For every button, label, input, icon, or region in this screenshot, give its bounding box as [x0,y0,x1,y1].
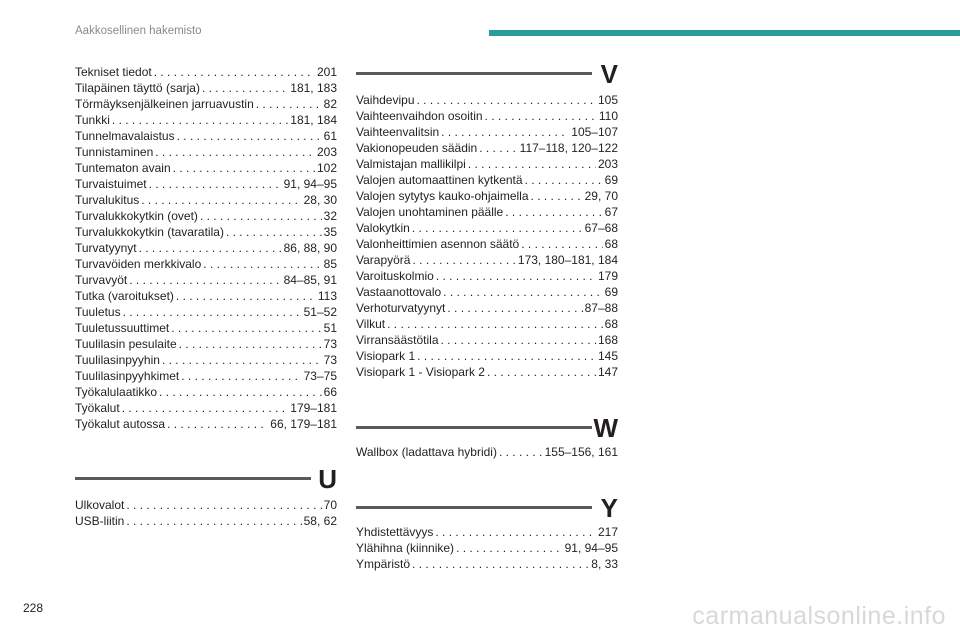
index-term: Turvaistuimet [75,177,147,191]
index-page-refs: 73 [323,353,337,367]
dot-leader [177,128,322,144]
index-entry [75,416,337,432]
index-page-refs: 179–181 [290,401,337,415]
index-page-refs: 28, 30 [303,193,337,207]
dot-leader [203,256,321,272]
section-rule [356,72,592,75]
section-heading-u [75,466,337,498]
section-rule [356,426,592,429]
index-page-refs: 69 [604,173,618,187]
index-page-refs: 70 [323,498,337,512]
dot-leader [485,108,597,124]
index-page-refs: 113 [317,289,337,303]
index-page-refs: 105 [597,93,618,107]
dot-leader [181,368,301,384]
dot-leader [112,112,288,128]
index-entry [75,400,337,416]
dot-leader [456,540,563,556]
index-page-refs: 73 [323,337,337,351]
index-page-refs: 181, 183 [290,81,337,95]
watermark: carmanualsonline.info [692,602,946,630]
index-term: Valojen automaattinen kytkentä [356,173,523,187]
index-term: Vaihdevipu [356,93,415,107]
index-term: Tuntematon avain [75,161,171,175]
dot-leader [417,348,596,364]
dot-leader [387,316,603,332]
index-entry [356,332,618,348]
dot-leader [173,160,315,176]
section-letter: Y [600,493,618,523]
index-page-refs: 203 [597,157,618,171]
index-entry [75,288,337,304]
dot-leader [167,416,268,432]
dot-leader [441,332,596,348]
index-term: Turvalukkokytkin (ovet) [75,209,198,223]
index-page-refs: 69 [604,285,618,299]
index-entry [356,156,618,172]
index-term: Työkalut [75,401,120,415]
index-page-refs: 67 [604,205,618,219]
index-entry [356,316,618,332]
index-term: Turvalukitus [75,193,140,207]
index-entry [75,256,337,272]
index-term: USB-liitin [75,514,125,528]
index-term: Tutka (varoitukset) [75,289,174,303]
index-term: Tuulilasinpyyhkimet [75,369,180,383]
index-term: Tunnelmavalaistus [75,129,175,143]
index-page-refs: 105–107 [571,125,618,139]
index-entry [75,240,337,256]
index-page-refs: 91, 94–95 [564,541,618,555]
index-term: Turvalukkokytkin (tavaratila) [75,225,224,239]
section-letter: W [593,413,618,443]
index-term: Tuuletussuuttimet [75,321,170,335]
dot-leader [441,124,569,140]
index-term: Ulkovalot [75,498,125,512]
index-page-refs: 8, 33 [591,557,618,571]
index-term: Visiopark 1 [356,349,416,363]
index-entry [356,172,618,188]
dot-leader [468,156,596,172]
index-page-refs: 66 [323,385,337,399]
running-header-title: Aakkosellinen hakemisto [75,25,202,37]
index-entry [75,160,337,176]
index-entry [75,336,337,352]
dot-leader [226,224,322,240]
index-entry [356,92,618,108]
index-term: Tuulilasin pesulaite [75,337,177,351]
index-term: Virransäästötila [356,333,439,347]
index-entry [356,220,618,236]
dot-leader [435,524,596,540]
index-entry [75,497,337,513]
dot-leader [126,513,301,529]
index-term: Valmistajan mallikilpi [356,157,466,171]
index-term: Työkalut autossa [75,417,166,431]
index-term: Vaihteenvaihdon osoitin [356,109,483,123]
index-page-refs: 61 [323,129,337,143]
index-term: Vastaanottovalo [356,285,442,299]
index-section-w [356,444,618,460]
index-page-refs: 51 [323,321,337,335]
index-page-refs: 86, 88, 90 [283,241,337,255]
index-page-refs: 35 [323,225,337,239]
index-page-refs: 58, 62 [303,514,337,528]
index-term: Wallbox (ladattava hybridi) [356,445,497,459]
index-page-refs: 110 [598,109,618,123]
index-page-refs: 51–52 [303,305,337,319]
index-term: Yhdistettävyys [356,525,434,539]
index-term: Ympäristö [356,557,411,571]
index-section-t [75,64,337,432]
dot-leader [141,192,301,208]
index-entry [356,524,618,540]
index-entry [75,80,337,96]
index-page-refs: 179 [597,269,618,283]
section-letter: U [318,464,337,494]
dot-leader [412,252,515,268]
index-entry [75,352,337,368]
index-page-refs: 68 [604,237,618,251]
dot-leader [256,96,322,112]
index-term: Työkalulaatikko [75,385,158,399]
index-section-v [356,92,618,380]
index-entry [356,556,618,572]
section-heading-w [356,415,618,447]
index-page-refs: 67–68 [584,221,618,235]
index-page-refs: 201 [316,65,337,79]
dot-leader [412,556,589,572]
index-term: Tuuletus [75,305,121,319]
index-entry [75,513,337,529]
index-term: Valojen sytytys kauko-ohjaimella [356,189,529,203]
index-page-refs: 173, 180–181, 184 [517,253,618,267]
index-entry [356,348,618,364]
index-term: Tunkki [75,113,110,127]
index-page-refs: 181, 184 [290,113,337,127]
index-entry [75,208,337,224]
index-term: Valonheittimien asennon säätö [356,237,520,251]
dot-leader [171,320,321,336]
index-entry [75,112,337,128]
index-page-refs: 66, 179–181 [270,417,337,431]
index-section-u [75,497,337,529]
index-section-y [356,524,618,572]
index-page-refs: 145 [597,349,618,363]
index-page-refs: 203 [316,145,337,159]
index-term: Varoituskolmio [356,269,434,283]
index-page-refs: 82 [323,97,337,111]
dot-leader [129,272,281,288]
dot-leader [123,304,302,320]
page-number: 228 [23,601,44,615]
index-entry [75,192,337,208]
dot-leader [521,236,602,252]
index-term: Turvavöiden merkkivalo [75,257,202,271]
index-page-refs: 217 [597,525,618,539]
index-entry [356,268,618,284]
header-accent-bar [489,30,960,36]
index-entry [75,96,337,112]
section-letter: V [600,59,618,89]
index-entry [356,444,618,460]
index-term: Tekniset tiedot [75,65,152,79]
dot-leader [176,288,316,304]
index-term: Varapyörä [356,253,411,267]
dot-leader [487,364,596,380]
dot-leader [179,336,322,352]
index-entry [356,140,618,156]
index-page-refs: 147 [597,365,618,379]
dot-leader [159,384,322,400]
index-entry [75,176,337,192]
index-page-refs: 91, 94–95 [283,177,337,191]
index-entry [75,368,337,384]
dot-leader [162,352,322,368]
index-entry [75,272,337,288]
index-entry [75,224,337,240]
index-entry [356,300,618,316]
index-term: Visiopark 1 - Visiopark 2 [356,365,485,379]
index-term: Verhoturvatyynyt [356,301,446,315]
index-page-refs: 102 [316,161,337,175]
dot-leader [499,444,543,460]
index-page-refs: 117–118, 120–122 [519,141,618,155]
dot-leader [436,268,596,284]
dot-leader [479,140,517,156]
index-term: Tilapäinen täyttö (sarja) [75,81,200,95]
index-page-refs: 29, 70 [584,189,618,203]
index-page-refs: 87–88 [584,301,618,315]
index-entry [75,384,337,400]
dot-leader [154,64,315,80]
index-term: Vaihteenvalitsin [356,125,440,139]
dot-leader [139,240,282,256]
index-entry [75,64,337,80]
dot-leader [412,220,583,236]
index-term: Tuulilasinpyyhin [75,353,160,367]
index-page-refs: 155–156, 161 [544,445,618,459]
dot-leader [200,208,322,224]
index-entry [356,108,618,124]
section-rule [356,506,592,509]
index-term: Vilkut [356,317,386,331]
dot-leader [126,497,321,513]
dot-leader [202,80,288,96]
dot-leader [122,400,289,416]
index-entry [75,144,337,160]
index-term: Tunnistaminen [75,145,154,159]
index-term: Turvatyynyt [75,241,137,255]
index-page-refs: 168 [597,333,618,347]
index-term: Törmäyksenjälkeinen jarruavustin [75,97,254,111]
index-page-refs: 73–75 [303,369,337,383]
index-entry [75,128,337,144]
index-entry [356,236,618,252]
dot-leader [417,92,596,108]
dot-leader [149,176,282,192]
index-entry [356,364,618,380]
index-entry [356,284,618,300]
index-term: Turvavyöt [75,273,128,287]
section-heading-v [356,61,618,93]
index-page-refs: 84–85, 91 [283,273,337,287]
index-term: Valojen unohtaminen päälle [356,205,504,219]
dot-leader [525,172,603,188]
index-entry [356,204,618,220]
index-term: Vakionopeuden säädin [356,141,478,155]
index-entry [75,304,337,320]
dot-leader [155,144,315,160]
index-entry [356,252,618,268]
index-entry [356,188,618,204]
dot-leader [531,188,583,204]
index-page-refs: 85 [323,257,337,271]
dot-leader [447,300,582,316]
section-heading-y [356,495,618,527]
section-rule [75,477,311,480]
dot-leader [505,204,602,220]
index-term: Valokytkin [356,221,410,235]
dot-leader [443,284,602,300]
index-page-refs: 68 [604,317,618,331]
index-entry [356,124,618,140]
index-entry [356,540,618,556]
index-page-refs: 32 [323,209,337,223]
index-entry [75,320,337,336]
index-term: Ylähihna (kiinnike) [356,541,455,555]
